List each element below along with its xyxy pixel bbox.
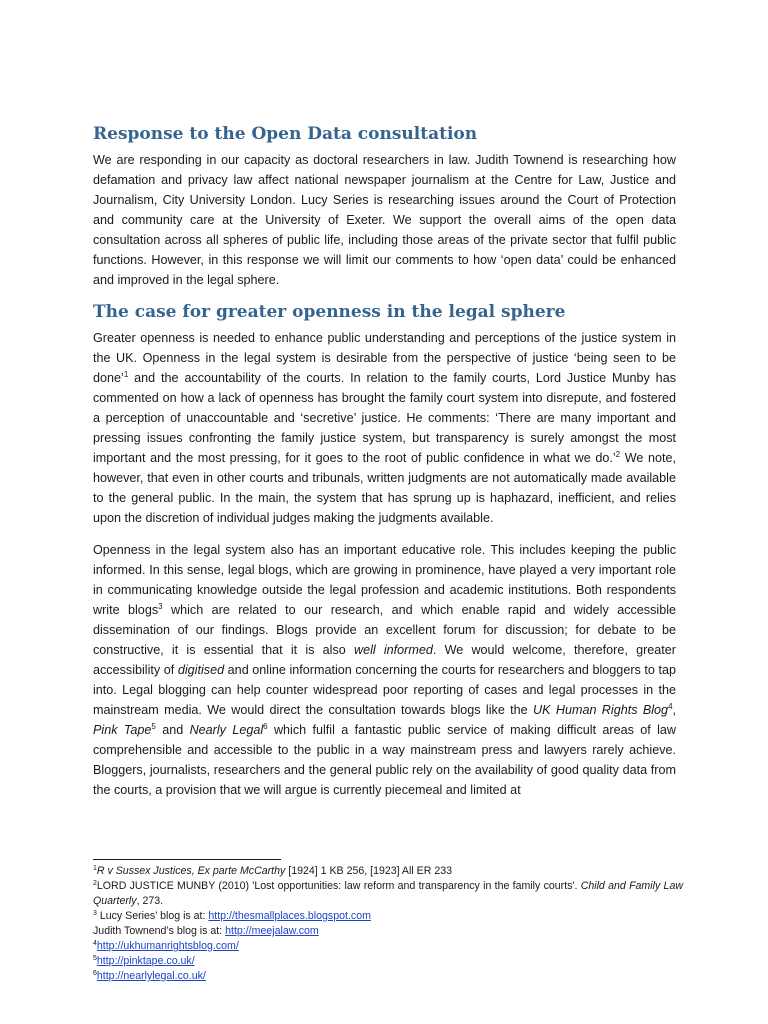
- footnote-ref-2[interactable]: 2: [615, 450, 621, 459]
- footnote-number: 4: [93, 940, 97, 947]
- footnotes: [93, 864, 683, 984]
- text-run: which fulfil a fantastic public service of making difficult areas of law comprehensible and accessible to the public in a way mainstream press and lawyers rarely achieve. Bloggers, journalists, researchers and the general public rely on the availability of good quality data from the courts, a provision that we will argue is currently piecemeal and limited at: [93, 723, 677, 797]
- footnote-2: [93, 879, 683, 909]
- citation: [1924] 1 KB 256, [1923] All ER 233: [285, 865, 452, 877]
- text-run: . We would welcome, therefore, greater accessibility of: [93, 643, 676, 677]
- citation: , 273.: [136, 895, 164, 907]
- footnote-text: Lucy Series’ blog is at:: [96, 910, 209, 922]
- link-meejalaw[interactable]: http://meejalaw.com: [225, 925, 319, 937]
- blog-title: Nearly Legal: [189, 723, 264, 737]
- blog-title: Pink Tape: [93, 723, 152, 737]
- journal-name: Child and Family Law Quarterly: [93, 880, 683, 907]
- footnote-ref-3[interactable]: 3: [158, 602, 163, 611]
- footnote-ref-1[interactable]: 1: [123, 370, 129, 379]
- footnote-5: [93, 954, 683, 969]
- emphasis-text: well informed: [353, 643, 433, 657]
- footnote-3: [93, 909, 683, 924]
- text-run: We note, however, that even in other courts and tribunals, written judgments are not automatically made available to the general public. In the main, the system that has sprung up is haphazard, inefficient, and relies upon the discretion of individual judges making the judgments available.: [93, 451, 676, 525]
- case-name: R v Sussex Justices, Ex parte McCarthy: [96, 865, 286, 877]
- citation: LORD JUSTICE MUNBY (2010) 'Lost opportunities: law reform and transparency in the family courts'.: [96, 880, 581, 892]
- text-run: and: [155, 723, 190, 737]
- footnote-3-cont: [93, 924, 683, 939]
- footnote-ref-5[interactable]: 5: [151, 722, 156, 731]
- intro-paragraph: We are responding in our capacity as doctoral researchers in law. Judith Townend is researching how defamation and privacy law affect national newspaper journalism at the Centre for Law, Justice and Journalism, City University London. Lucy Series is researching issues around the Court of Protection and community care at the University of Exeter. We support the overall aims of the open data consultation across all spheres of public life, including those areas of the private sector that fulfil public functions. However, in this response we will limit our comments to how ‘open data’ could be enhanced and improved in the legal sphere.: [93, 153, 676, 287]
- footnote-separator: [93, 859, 281, 860]
- footnote-6: [93, 969, 683, 984]
- footnote-4: [93, 939, 683, 954]
- page-title: Response to the Open Data consultation: [93, 124, 478, 144]
- body-content: [93, 122, 676, 800]
- section-heading: The case for greater openness in the legal sphere: [93, 302, 566, 322]
- footnote-number: 2: [93, 880, 97, 887]
- educative-paragraph: [93, 540, 676, 800]
- footnote-number: 5: [93, 955, 97, 962]
- text-run: ,: [672, 703, 677, 717]
- footnote-number: 6: [93, 970, 97, 977]
- footnote-text: Judith Townend’s blog is at:: [93, 925, 226, 937]
- text-run: Openness in the legal system also has an important educative role. This includes keeping the public informed. In this sense, legal blogs, which are growing in prominence, have played a very important role in communicating knowledge outside the legal profession and academic institutions. Both respondents write blogs: [93, 543, 676, 617]
- footnote-ref-6[interactable]: 6: [263, 722, 268, 731]
- footnote-1: [93, 864, 683, 879]
- link-ukhumanrightsblog[interactable]: http://ukhumanrightsblog.com/: [96, 940, 239, 952]
- link-thesmallplaces[interactable]: http://thesmallplaces.blogspot.com: [208, 910, 371, 922]
- blog-title: UK Human Rights Blog: [533, 703, 669, 717]
- footnote-ref-4[interactable]: 4: [668, 702, 673, 711]
- footnote-number: 3: [93, 910, 97, 917]
- text-run: which are related to our research, and which enable rapid and widely accessible dissemination of our findings. Blogs provide an excellent forum for discussion; for debate to be constructive, it is essential that it is also: [93, 603, 676, 657]
- openness-paragraph: [93, 328, 676, 528]
- link-pinktape[interactable]: http://pinktape.co.uk/: [96, 955, 195, 967]
- text-run: and online information concerning the courts for researchers and bloggers to tap into. Legal blogging can help counter widespread poor reporting of cases and legal processes in the mainstream media. We would direct the consultation towards blogs like the: [93, 663, 676, 717]
- link-nearlylegal[interactable]: http://nearlylegal.co.uk/: [96, 970, 206, 982]
- text-run: Greater openness is needed to enhance public understanding and perceptions of the justice system in the UK. Openness in the legal system is desirable from the perspective of justice ‘being seen to be done’: [93, 331, 676, 385]
- text-run: and the accountability of the courts. In relation to the family courts, Lord Justice Munby has commented on how a lack of openness has brought the family court system into disrepute, and fostered a perception of unaccountable and ‘secretive’ justice. He comments: ‘There are many important and pressing issues confronting the family justice system, but transparency is surely amongst the most important and the most pressing, for it goes to the root of public confidence in what we do.’: [93, 371, 676, 465]
- emphasis-text: digitised: [177, 663, 225, 677]
- footnote-number: 1: [93, 865, 97, 872]
